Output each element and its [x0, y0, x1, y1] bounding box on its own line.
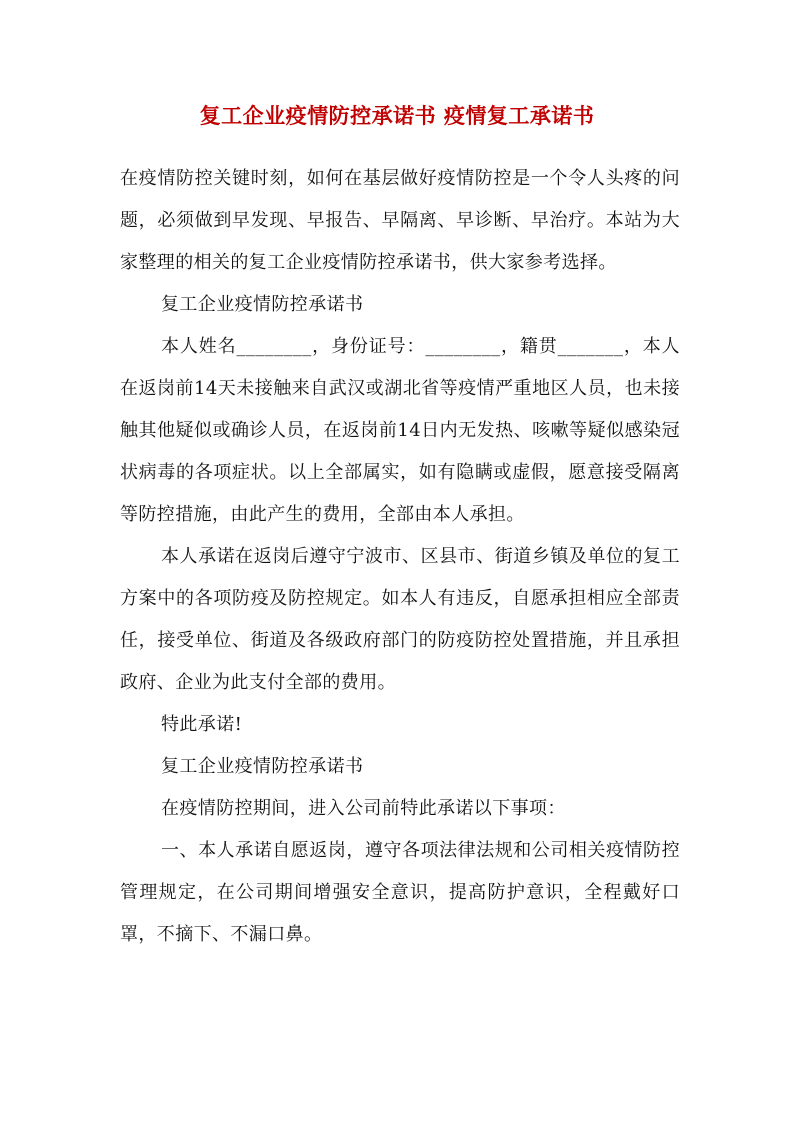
document-body: [120, 158, 680, 956]
intro-paragraph: 在疫情防控关键时刻，如何在基层做好疫情防控是一个令人头疼的问题，必须做到早发现、早报告、早隔离、早诊断、早治疗。本站为大家整理的相关的复工企业疫情防控承诺书，供大家参考选择。: [120, 168, 680, 273]
commitment-paragraph: 本人姓名________，身份证号：________，籍贯_______，本人在返岗前14天未接触来自武汉或湖北省等疫情严重地区人员，也未接触其他疑似或确诊人员，在返岗前14日内无发热、咳嗽等疑似感染冠状病毒的各项症状。以上全部属实，如有隐瞒或虚假，愿意接受隔离等防控措施，由此产生的费用，全部由本人承担。: [120, 336, 680, 525]
commitment-paragraph: 在疫情防控期间，进入公司前特此承诺以下事项：: [161, 798, 566, 819]
section-heading: 复工企业疫情防控承诺书: [161, 756, 364, 777]
document-title: 复工企业疫情防控承诺书 疫情复工承诺书: [199, 103, 595, 128]
commitment-paragraph: 一、本人承诺自愿返岗，遵守各项法律法规和公司相关疫情防控管理规定，在公司期间增强安全意识，提高防护意识，全程戴好口罩，不摘下、不漏口鼻。: [120, 840, 680, 945]
section-heading: 复工企业疫情防控承诺书: [161, 294, 364, 315]
closing-line: 特此承诺!: [161, 714, 243, 735]
commitment-paragraph: 本人承诺在返岗后遵守宁波市、区县市、街道乡镇及单位的复工方案中的各项防疫及防控规定。如本人有违反，自愿承担相应全部责任，接受单位、街道及各级政府部门的防疫防控处置措施，并且承担政府、企业为此支付全部的费用。: [120, 546, 680, 693]
